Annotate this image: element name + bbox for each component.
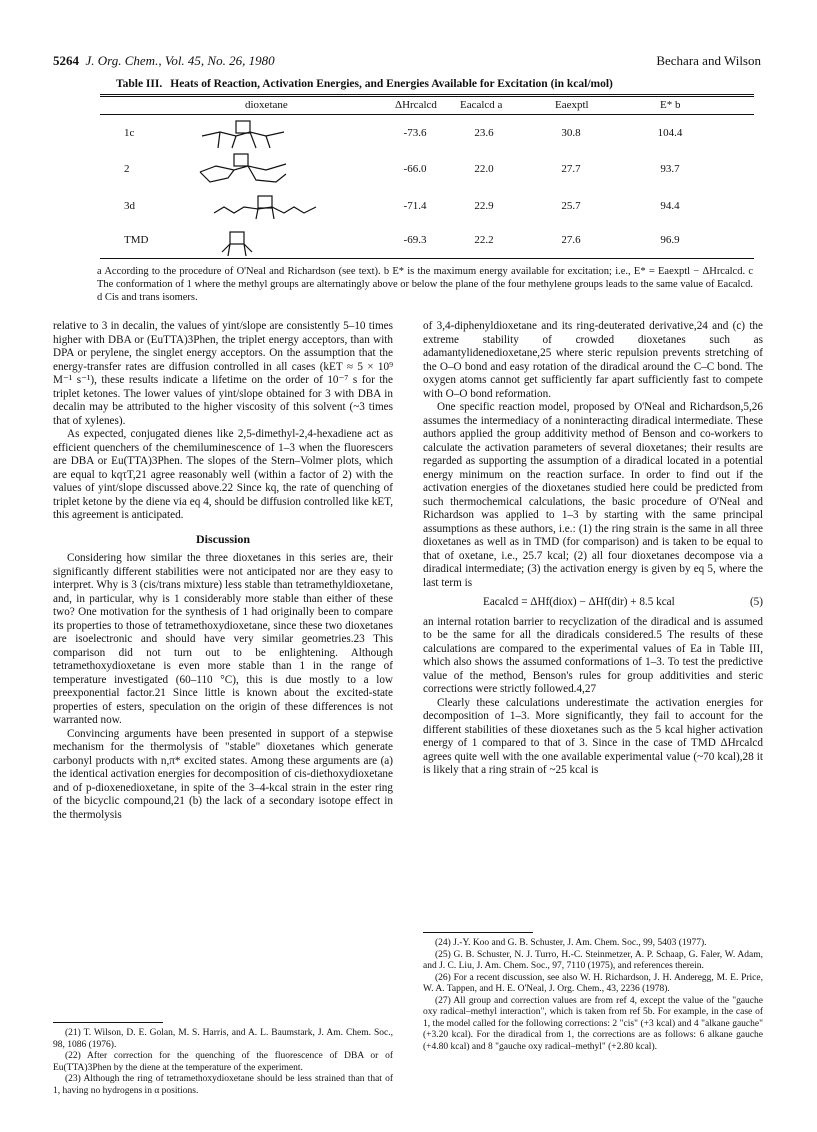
reference-23: (23) Although the ring of tetramethoxydioxetane should be less strained than that of 1, having no hydrogens in α positions.: [53, 1074, 393, 1096]
cell-2-dh: -66.0: [403, 163, 427, 175]
cell-3-eaexp: 25.7: [561, 200, 581, 212]
left-paragraph-4: Convincing arguments have been presented in support of a stepwise mechanism for the thermolysis of "stable" dioxetanes which generate carbonyl products with n,π* excited states. Among these arguments are (a) the identical activation energies for decomposition of cis-diethoxydioxetane and of p-dioxenedioxetane, in spite of the 3–4-kcal strain in the ester ring of the bicyclic compound,21 (b) the lack of a secondary isotope effect in the thermolysis: [53, 727, 393, 821]
equation-text: Eacalcd = ΔHf(diox) − ΔHf(dir) + 8.5 kcal: [483, 596, 675, 608]
reference-21: (21) T. Wilson, D. E. Golan, M. S. Harris, and A. L. Baumstark, J. Am. Chem. Soc., 98, 1086 (1976).: [53, 1028, 393, 1050]
running-header-authors: Bechara and Wilson: [656, 53, 761, 68]
row-label-tmd: TMD: [124, 234, 149, 246]
right-column: [423, 320, 763, 778]
table-top-rule-2: [100, 96, 754, 97]
equation-5: [423, 590, 763, 616]
right-paragraph-3: an internal rotation barrier to recyclization of the diradical and is assumed to be the same for all the diradicals considered.5 The results of these calculations are compared to the experimental values of Ea in Table III, which also shows the assumed conformations of 1–3. To test the predictive value of the method, Benson's rules for group additivities and steric corrections were strictly followed.4,27: [423, 615, 763, 695]
reference-22: (22) After correction for the quenching of the fluorescence of DBA or of Eu(TTA)3Phen by the diene at the temperature of the experiment.: [53, 1051, 393, 1073]
cell-2-estar: 93.7: [660, 163, 680, 175]
cell-tmd-dh: -69.3: [403, 234, 427, 246]
table-footnote: a According to the procedure of O'Neal and Richardson (see text). b E* is the maximum energy available for excitation; i.e., E* = Eaexptl − ΔHrcalcd. c The conformation of 1 where the methyl groups are alternatingly above or below the plane of the four methylene groups leads to the same value of Eacalcd. d Cis and trans isomers.: [97, 266, 753, 303]
table-caption: [116, 78, 756, 90]
cell-1-eaexp: 30.8: [561, 127, 581, 139]
page-number: 5264: [53, 53, 79, 68]
cell-3-estar: 94.4: [660, 200, 680, 212]
cell-1-estar: 104.4: [657, 127, 683, 139]
right-paragraph-4: Clearly these calculations underestimate the activation energies for decomposition of 1–3. More significantly, they fail to account for the different stabilities of these dioxetanes such as the 5 kcal higher activation energy of 1 compared to that of 3. Since in the case of TMD ΔHrcalcd agrees quite well with the one available experimental value (~70 kcal),28 it is likely that a ring strain of ~25 kcal is: [423, 696, 763, 776]
cell-2-eacalc: 22.0: [474, 163, 494, 175]
reference-25: (25) G. B. Schuster, N. J. Turro, H.-C. Steinmetzer, A. P. Schaap, G. Faler, W. Adam, and J. C. Liu, J. Am. Chem. Soc., 97, 7110 (1975), and references therein.: [423, 949, 763, 971]
row-label-2: 2: [124, 163, 130, 175]
journal-citation: J. Org. Chem., Vol. 45, No. 26, 1980: [85, 53, 275, 68]
structure-tmd: [218, 226, 258, 258]
right-references: [423, 938, 763, 1053]
table-title: Heats of Reaction, Activation Energies, and Energies Available for Excitation (in kcal/mol): [170, 78, 613, 90]
right-paragraph-2: One specific reaction model, proposed by O'Neal and Richardson,5,26 assumes the intermediacy of a noninteracting diradical intermediate. These authors applied the group additivity method of Benson and co-workers to calculate the activation parameters of several dioxetanes; their results are regarded as supporting the assumption of a diradical located in a potential energy minimum on the reaction surface. In order to find out if the activation energies of the dioxetanes studied here could be predicted from such thermochemical calculations, the basic procedure of O'Neal and Richardson was applied to 1–3 by starting with the same principal assumptions as these authors, i.e.: (1) the ring strain is the same in all three dioxetanes as well as in TMD (for comparison) and is taken to be equal to that of oxetane, i.e., 25.7 kcal; (2) all four dioxetanes decompose via a diradical intermediate; (3) the activation energy is given by eq 5, where the last term is: [423, 401, 763, 589]
col-header-dhr: ΔHrcalcd: [395, 99, 437, 111]
table-header-rule: [100, 114, 754, 115]
left-column: [53, 320, 393, 822]
structure-1: [200, 118, 290, 152]
table-bottom-rule: [100, 258, 754, 259]
col-header-ea-exp: Eaexptl: [555, 99, 589, 111]
cell-tmd-eaexp: 27.6: [561, 234, 581, 246]
cell-3-dh: -71.4: [403, 200, 427, 212]
right-footnote-rule: [423, 932, 533, 933]
structure-3: [212, 193, 322, 223]
cell-1-eacalc: 23.6: [474, 127, 494, 139]
equation-number: (5): [749, 596, 763, 608]
table-top-rule: [100, 94, 754, 95]
col-header-estar: E* b: [660, 99, 681, 111]
col-header-ea-calc: Eacalcd a: [460, 99, 503, 111]
left-references: [53, 1028, 393, 1097]
structure-2: [196, 150, 296, 194]
reference-27: (27) All group and correction values are from ref 4, except the value of the "gauche oxy radical–methyl interaction", which is taken from ref 5b. For example, in the case of 1, the model called for the following corrections: 2 "cis" (+3 kcal) and 4 "alkane gauche" (+3.20 kcal). For the diradical from 1, the corrections are as follows: 6 alkane gauche (+4.80 kcal) and 8 "gauche oxy radical–methyl" (+2.80 kcal).: [423, 995, 763, 1052]
cell-3-eacalc: 22.9: [474, 200, 494, 212]
left-paragraph-1: relative to 3 in decalin, the values of yint/slope are consistently 5–10 times higher with DBA or (EuTTA)3Phen, the triplet energy acceptors, than with DPA or perylene, the singlet energy acceptors. On the assumption that the energy-transfer rates are diffusion controlled in all cases (kET ≈ 5 × 10⁹ M⁻¹ s⁻¹), these results indicate a lifetime on the order of 10⁻⁷ s for the triplet ketones. The lower values of yint/slope obtained for 3 with DBA in decalin may be attributed to the higher viscosity of this solvent (~3 times that of xylenes).: [53, 320, 393, 427]
row-label-3: 3d: [124, 200, 135, 212]
left-paragraph-2: As expected, conjugated dienes like 2,5-dimethyl-2,4-hexadiene act as efficient quenchers of the chemiluminescence of 1–3 when the fluorescers are DBA or Eu(TTA)3Phen. The slopes of the Stern–Volmer plots, which are equal to kqτT,21 agree reasonably well (within a factor of 2) with the values of yint/slope discussed above.22 Since kq, the rate of quenching of triplet ketone by the diene via eq 4, should be diffusion controlled like kET, this agreement is anticipated.: [53, 428, 393, 521]
cell-tmd-estar: 96.9: [660, 234, 680, 246]
section-heading-discussion: Discussion: [195, 531, 251, 546]
reference-24: (24) J.-Y. Koo and G. B. Schuster, J. Am. Chem. Soc., 99, 5403 (1977).: [435, 938, 707, 948]
cell-tmd-eacalc: 22.2: [474, 234, 494, 246]
cell-1-dh: -73.6: [403, 127, 427, 139]
left-footnote-rule: [53, 1022, 163, 1023]
reference-26: (26) For a recent discussion, see also W. H. Richardson, J. H. Anderegg, M. E. Price, W. A. Tappen, and H. E. O'Neal, J. Org. Chem., 43, 2236 (1978).: [423, 972, 763, 994]
cell-2-eaexp: 27.7: [561, 163, 581, 175]
right-paragraph-1: of 3,4-diphenyldioxetane and its ring-deuterated derivative,24 and (c) the extreme stability of crowded dioxetanes such as adamantylidenedioxetane,25 where steric repulsion prevents stretching of the O–O bond and easy rotation of the diradical around the C–C bond. The oxygen atoms cannot get sufficiently far apart sufficiently fast to compete with O–O bond reformation.: [423, 320, 763, 400]
col-header-dioxetane: dioxetane: [245, 99, 288, 111]
table-number: Table III.: [116, 78, 163, 90]
left-paragraph-3: Considering how similar the three dioxetanes in this series are, their significantly different stabilities were not anticipated nor are they easy to interpret. Why is 3 (cis/trans mixture) less stable than tetramethyldioxetane, and, in particular, why is 1 considerably more stable than either of these two? One motivation for the synthesis of 1 had originally been to compare its properties to those of tetramethoxydioxetane, since these two dioxetanes are isoelectronic and should have very similar geometries.23 This comparison did not turn out to be enlightening. Although tetramethoxydioxetane is even more stable than 1 in the range of temperature investigated (60–110 °C), this is due mostly to a low preexponential factor.21 Since little is known about the excited-state properties of esters, speculation on the origin of these differences is not warranted now.: [53, 552, 393, 726]
running-header-left: [53, 53, 275, 69]
row-label-1: 1c: [124, 127, 135, 139]
